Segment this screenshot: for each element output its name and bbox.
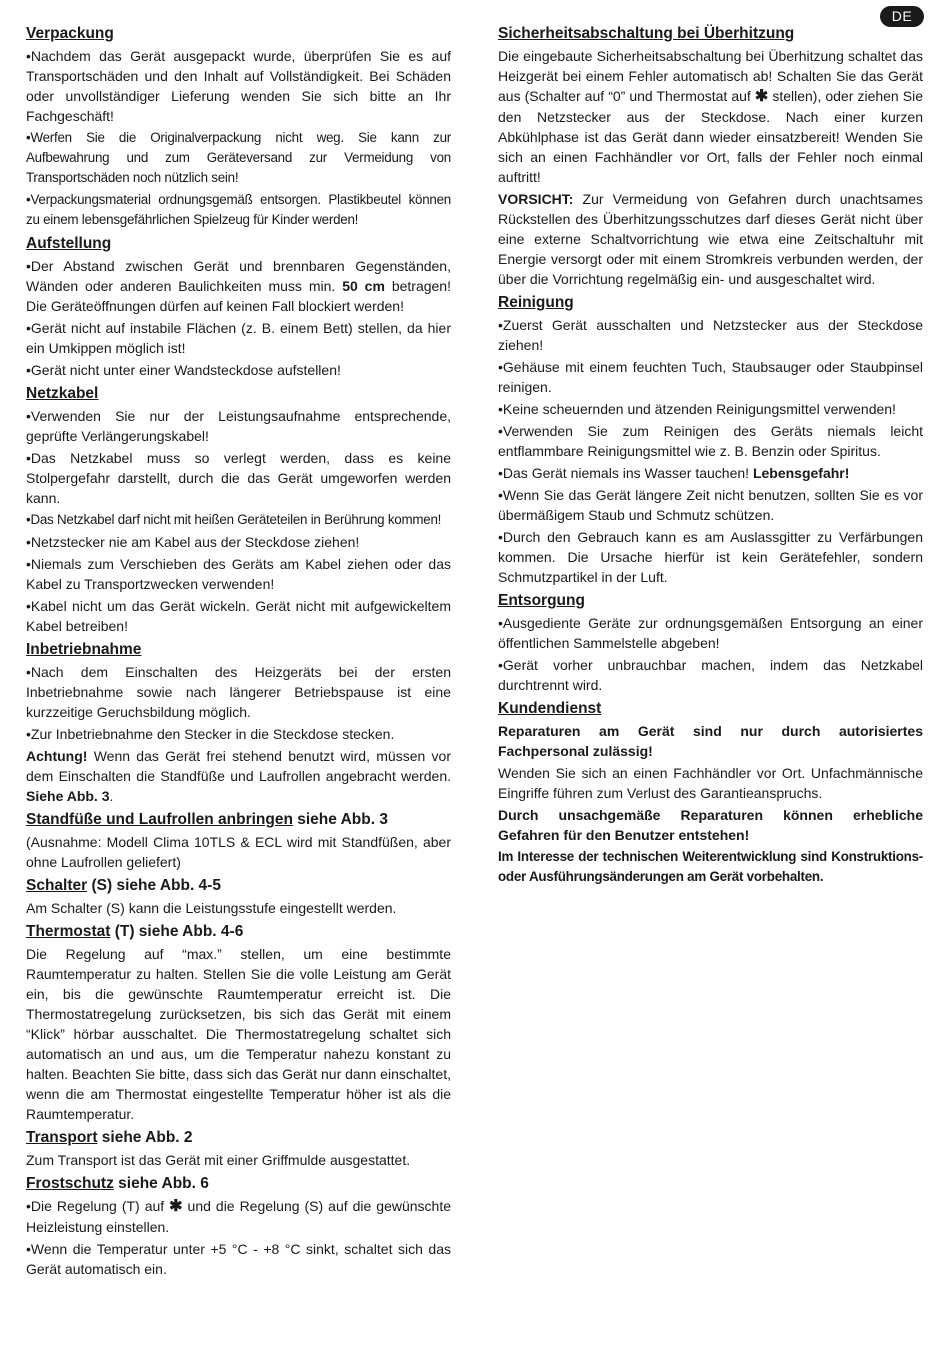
reinigung-p1: •Zuerst Gerät ausschalten und Netzstecker aus der Steckdose ziehen! (498, 317, 923, 353)
heading-aufstellung-text: Aufstellung (26, 235, 112, 252)
heading-inbetriebnahme-text: Inbetriebnahme (26, 641, 142, 658)
aufstellung-p1 (26, 256, 451, 316)
heading-kundendienst (498, 699, 923, 719)
reinigung-p5-a: •Das Gerät niemals ins Wasser tauchen! (498, 465, 753, 481)
kundendienst-p1-text: Reparaturen am Gerät sind nur durch autorisiertes Fachpersonal zulässig! (498, 723, 923, 759)
frostschutz-p1-b: und die Regelung (S) auf die gewünschte Heizleistung einstellen. (26, 1198, 451, 1235)
entsorgung-p2: •Gerät vorher unbrauchbar machen, indem das Netzkabel durchtrennt wird. (498, 657, 923, 693)
achtung-label: Achtung! (26, 748, 88, 764)
reinigung-p2: •Gehäuse mit einem feuchten Tuch, Staubsauger oder Staubpinsel reinigen. (498, 359, 923, 395)
heading-frostschutz-text: Frostschutz (26, 1175, 114, 1192)
inbetriebnahme-p2: •Zur Inbetriebnahme den Stecker in die Steckdose stecken. (26, 726, 395, 742)
kundendienst-p2: Wenden Sie sich an einen Fachhändler vor Ort. Unfachmännische Eingriffe führen zum Verlust des Garantieanspruchs. (498, 765, 923, 801)
heading-transport (26, 1128, 451, 1148)
sicherheit-p1-b: stellen), oder ziehen Sie den Netzstecker aus der Steckdose. Nach einer kurzen Abkühlphase ist das Gerät dann wieder einsatzbereit! Wenden Sie sich an einen Fachhändler vor Ort, falls der Fehler noch einmal auftritt! (498, 88, 924, 185)
aufstellung-p3: •Gerät nicht unter einer Wandsteckdose aufstellen! (26, 362, 341, 378)
kundendienst-p4 (498, 847, 923, 887)
transport-p1: Zum Transport ist das Gerät mit einer Griffmulde ausgestattet. (26, 1152, 411, 1168)
heading-thermostat-text: Thermostat (26, 923, 111, 940)
heading-entsorgung-text: Entsorgung (498, 592, 585, 609)
inbetriebnahme-p3-d: . (109, 788, 114, 804)
netzkabel-p6: •Kabel nicht um das Gerät wickeln. Gerät nicht mit aufgewickeltem Kabel betreiben! (26, 598, 451, 634)
left-column (26, 20, 451, 1281)
heading-sicherheit-text: Sicherheitsabschaltung bei Überhitzung (498, 25, 795, 42)
reinigung-p3: •Keine scheuernden und ätzenden Reinigungsmittel verwenden! (498, 401, 896, 417)
heading-standfuesse-text: Standfüße und Laufrollen anbringen (26, 811, 293, 828)
netzkabel-p1: •Verwenden Sie nur der Leistungsaufnahme entsprechende, geprüfte Verlängerungskabel! (26, 408, 451, 444)
sicherheit-p2-b: Zur Vermeidung von Gefahren durch unachtsames Rückstellen des Überhitzungsschutzes darf dieses Gerät nicht über eine externe Schaltvorrichtung wie etwa eine Zeitschaltuhr mit Energie versorgt oder mit einem Stromkreis verbunden werden, der über die Vorrichtung regelmäßig ein- und ausgeschaltet wird. (498, 191, 923, 287)
heading-reinigung-text: Reinigung (498, 294, 574, 311)
heading-schalter (26, 876, 451, 896)
heading-transport-text: Transport (26, 1129, 98, 1146)
frostschutz-p1 (26, 1196, 451, 1237)
inbetriebnahme-p1: •Nach dem Einschalten des Heizgeräts bei der ersten Inbetriebnahme sowie nach längerer Betriebspause ist eine kurzzeitige Geruchsbildung möglich. (26, 664, 451, 720)
reinigung-p7: •Durch den Gebrauch kann es am Auslassgitter zu Verfärbungen kommen. Die Ursache hierfür ist kein Gerätefehler, sondern Schmutzpartikel in der Luft. (498, 529, 923, 585)
heading-standfuesse-ref: siehe Abb. 3 (292, 811, 388, 828)
reinigung-p5 (498, 463, 923, 483)
heading-thermostat-ref: (T) siehe Abb. 4-6 (110, 923, 244, 940)
heading-netzkabel (26, 384, 451, 404)
sicherheit-p1-a: Die eingebaute Sicherheitsabschaltung bei Überhitzung schaltet das Heizgerät bei einem Fehler automatisch ab! Schalten Sie das Gerät aus (Schalter auf “0” und Thermostat auf (498, 48, 923, 104)
kundendienst-p1 (498, 721, 923, 761)
verpackung-p1: •Nachdem das Gerät ausgepackt wurde, überprüfen Sie es auf Transportschäden und den Inhalt auf Vollständigkeit. Bei Schäden oder unvollständiger Lieferung wenden Sie sich bitte an Ihr Fachgeschäft! (26, 48, 451, 124)
heading-thermostat (26, 922, 451, 942)
heading-sicherheit (498, 24, 923, 44)
heading-verpackung-text: Verpackung (26, 25, 114, 42)
aufstellung-p2: •Gerät nicht auf instabile Flächen (z. B. einem Bett) stellen, da hier ein Umkippen möglich ist! (26, 320, 451, 356)
aufstellung-distance: 50 cm (342, 278, 385, 294)
reinigung-p4: •Verwenden Sie zum Reinigen des Geräts niemals leicht entflammbare Reinigungsmittel wie z. B. Benzin oder Spiritus. (498, 423, 923, 459)
netzkabel-p4: •Netzstecker nie am Kabel aus der Steckdose ziehen! (26, 534, 360, 550)
heading-schalter-ref: (S) siehe Abb. 4-5 (87, 877, 221, 894)
aufstellung-p1-c: betragen! Die Geräteöffnungen dürfen auf keinen Fall blockiert werden! (26, 278, 451, 314)
netzkabel-p2: •Das Netzkabel muss so verlegt werden, dass es keine Stolpergefahr darstellt, durch die das Gerät umgeworfen werden kann. (26, 450, 451, 506)
heading-transport-ref: siehe Abb. 2 (97, 1129, 193, 1146)
inbetriebnahme-p3-b: Wenn das Gerät frei stehend benutzt wird, müssen vor dem Einschalten die Standfüße und Laufrollen angebracht werden. (26, 748, 451, 784)
vorsicht-label: VORSICHT: (498, 191, 574, 207)
netzkabel-p5: •Niemals zum Verschieben des Geräts am Kabel ziehen oder das Kabel zu Transportzwecken verwenden! (26, 556, 451, 592)
heading-standfuesse (26, 810, 451, 830)
heading-schalter-text: Schalter (26, 877, 88, 894)
heading-aufstellung (26, 234, 451, 254)
heading-netzkabel-text: Netzkabel (26, 385, 99, 402)
kundendienst-p3-text: Durch unsachgemäße Reparaturen können erhebliche Gefahren für den Benutzer entstehen! (498, 807, 923, 843)
heading-entsorgung (498, 591, 923, 611)
entsorgung-p1: •Ausgediente Geräte zur ordnungsgemäßen Entsorgung an einer öffentlichen Sammelstelle abgeben! (498, 615, 923, 651)
aufstellung-p1-a: •Der Abstand zwischen Gerät und brennbaren Gegenständen, Wänden oder anderen Baulichkeiten muss min. (26, 258, 451, 294)
heading-kundendienst-text: Kundendienst (498, 700, 602, 717)
verpackung-p3: •Verpackungsmaterial ordnungsgemäß entsorgen. Plastikbeutel können zu einem lebensgefährlichen Spielzeug für Kinder werden! (26, 192, 451, 227)
frostschutz-p2: •Wenn die Temperatur unter +5 °C - +8 °C sinkt, schaltet sich das Gerät automatisch ein. (26, 1241, 451, 1277)
sicherheit-p2 (498, 189, 923, 289)
sicherheit-p1 (498, 46, 923, 187)
heading-inbetriebnahme (26, 640, 451, 660)
language-badge: DE (880, 6, 924, 27)
heading-reinigung (498, 293, 923, 313)
standfuesse-p1: (Ausnahme: Modell Clima 10TLS & ECL wird mit Standfüßen, aber ohne Laufrollen geliefert) (26, 834, 451, 870)
siehe-abb3: Siehe Abb. 3 (26, 788, 110, 804)
heading-verpackung (26, 24, 451, 44)
heading-frostschutz-ref: siehe Abb. 6 (113, 1175, 209, 1192)
thermostat-p1: Die Regelung auf “max.” stellen, um eine bestimmte Raumtemperatur zu halten. Stellen Sie die volle Leistung am Gerät ein, bis die gewünschte Raumtemperatur erreicht ist. Die Thermostatregelung zurücksetzen, bis sich das Gerät mit einem “Klick” hörbar ausschaltet. Die Thermostatregelung schaltet sich automatisch an und aus, um die Temperatur nahezu konstant zu halten. Beachten Sie bitte, dass sich das Gerät nur dann einschaltet, wenn die am Thermostat eingestellte Temperatur höher ist als die Raumtemperatur. (26, 946, 451, 1122)
right-column (498, 20, 923, 889)
inbetriebnahme-p3 (26, 746, 451, 806)
netzkabel-p3: •Das Netzkabel darf nicht mit heißen Geräteteilen in Berührung kommen! (26, 512, 442, 527)
lebensgefahr-label: Lebensgefahr! (752, 465, 850, 481)
thermostat-snowflake-icon: ✱ (754, 88, 769, 105)
schalter-p1: Am Schalter (S) kann die Leistungsstufe eingestellt werden. (26, 900, 397, 916)
frostschutz-p1-a: •Die Regelung (T) auf (26, 1198, 170, 1214)
frost-snowflake-icon: ✱ (169, 1198, 183, 1215)
kundendienst-p4-text: Im Interesse der technischen Weiterentwicklung sind Konstruktions- oder Ausführungsänderungen am Gerät vorbehalten. (498, 849, 923, 884)
heading-frostschutz (26, 1174, 451, 1194)
reinigung-p6: •Wenn Sie das Gerät längere Zeit nicht benutzen, sollten Sie es vor übermäßigem Staub und Schmutz schützen. (498, 487, 923, 523)
kundendienst-p3 (498, 805, 923, 845)
verpackung-p2: •Werfen Sie die Originalverpackung nicht weg. Sie kann zur Aufbewahrung und zum Geräteversand zur Vermeidung von Transportschäden noch nützlich sein! (26, 130, 451, 185)
